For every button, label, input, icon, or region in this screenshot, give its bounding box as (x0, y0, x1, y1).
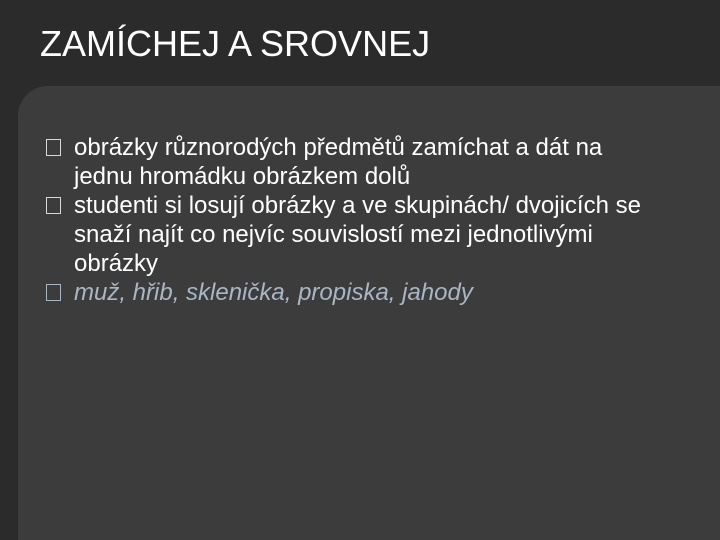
bullet-text: muž, hřib, sklenička, propiska, jahody (74, 279, 473, 306)
slide-title: ZAMÍCHEJ A SROVNEJ (40, 23, 431, 64)
bullet-item-examples (46, 278, 666, 307)
bullet-item (46, 133, 666, 191)
bullet-list (46, 133, 666, 307)
bullet-box-icon (46, 284, 61, 301)
bullet-item (46, 191, 666, 278)
bullet-text: studenti si losují obrázky a ve skupinách/ dvojicích se snaží najít co nejvíc souvislostí mezi jednotlivými obrázky (74, 192, 641, 277)
bullet-box-icon (46, 139, 61, 156)
bullet-box-icon (46, 197, 61, 214)
bullet-text: obrázky různorodých předmětů zamíchat a dát na jednu hromádku obrázkem dolů (74, 134, 603, 190)
